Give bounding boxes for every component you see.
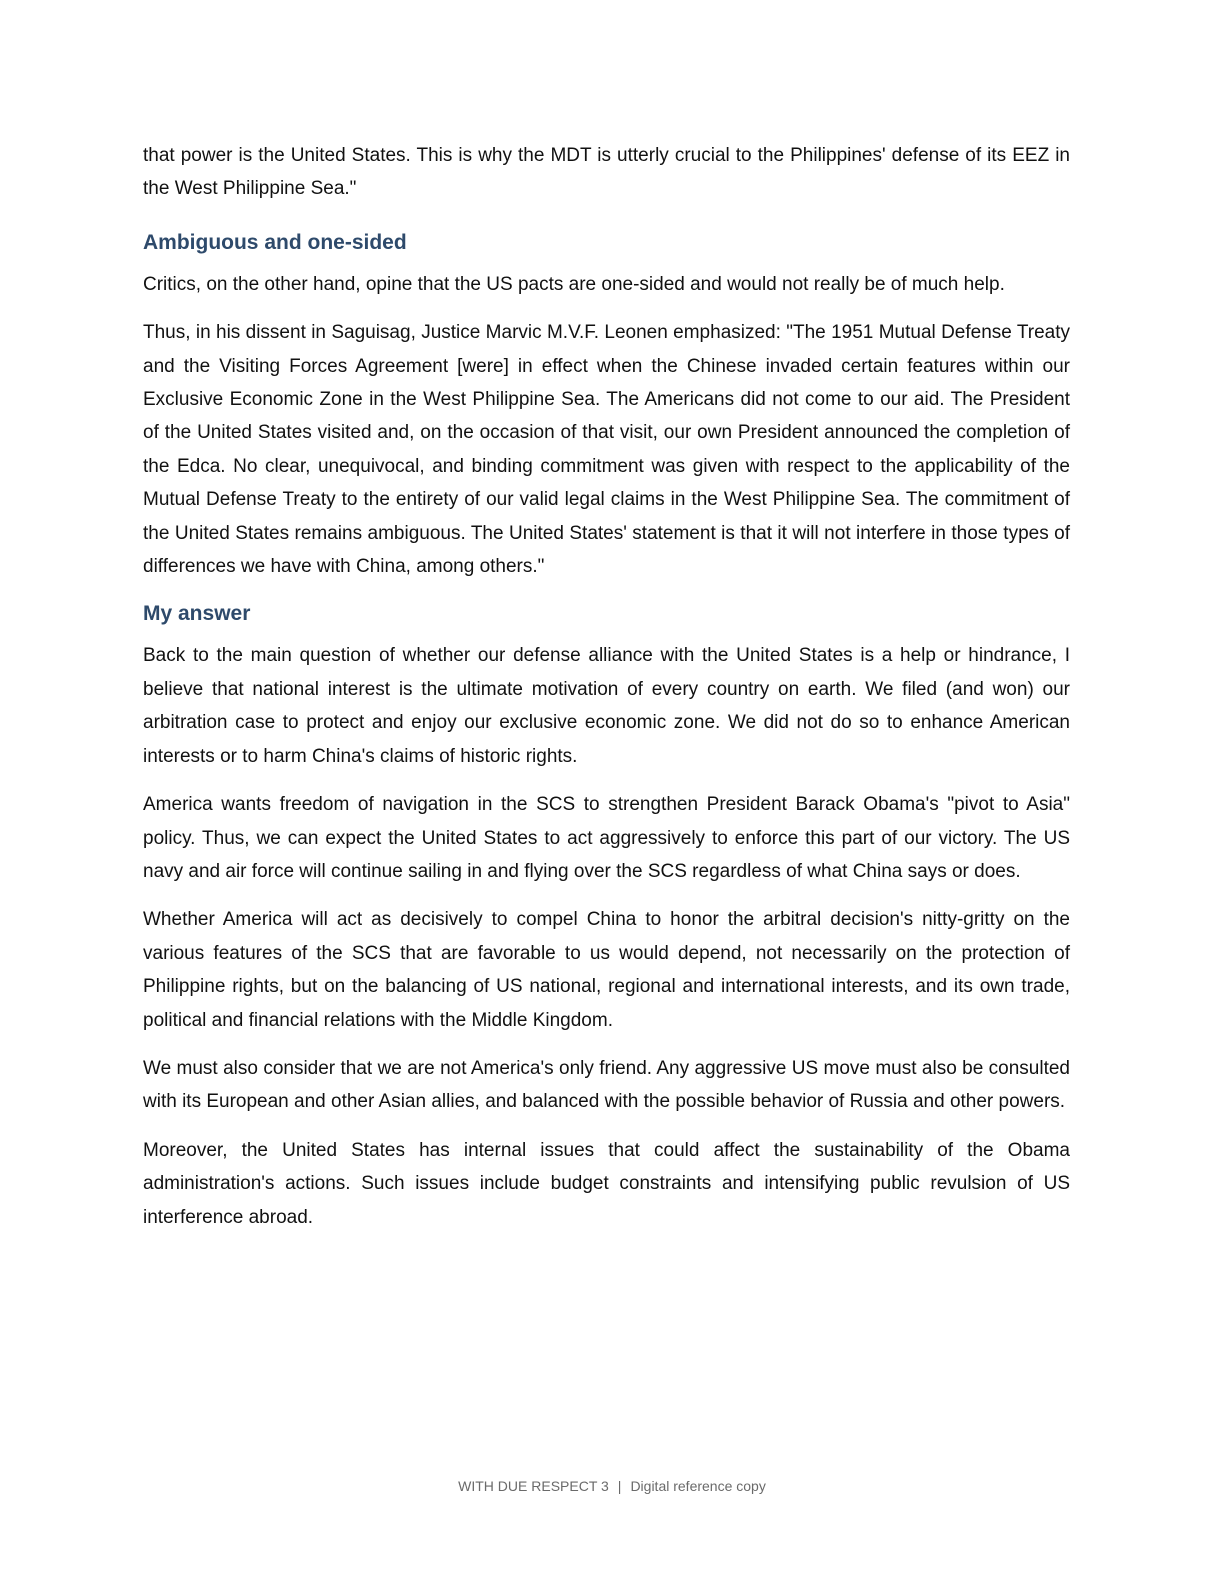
paragraph-critics: Critics, on the other hand, opine that the US pacts are one-sided and would not really be of much help. [143, 273, 1005, 295]
paragraph-arbitral-decision: Whether America will act as decisively to compel China to honor the arbitral decision's nitty-gritty on the various features of the SCS that are favorable to us would depend, not necessarily on the protection of Philippine rights, but on the balancing of US national, regional and international interests, and its own trade, political and financial relations with the Middle Kingdom. [143, 909, 1070, 1031]
footer-separator: | [617, 1478, 622, 1494]
paragraph-intro: that power is the United States. This is why the MDT is utterly crucial to the Philippines' defense of its EEZ in the West Philippine Sea." [143, 145, 1070, 200]
section-heading-my-answer: My answer [143, 602, 251, 626]
paragraph-allies: We must also consider that we are not America's only friend. Any aggressive US move must also be consulted with its European and other Asian allies, and balanced with the possible behavior of Russia and other powers. [143, 1057, 1070, 1113]
paragraph-internal-issues: Moreover, the United States has internal issues that could affect the sustainability of the Obama administration's actions. Such issues include budget constraints and intensifying public revulsion of US interference abroad. [143, 1139, 1070, 1228]
page-footer [0, 1478, 1224, 1494]
paragraph-freedom-navigation: America wants freedom of navigation in the SCS to strengthen President Barack Obama's "pivot to Asia" policy. Thus, we can expect the United States to act aggressively to enforce this part of our victory. The US navy and air force will continue sailing in and flying over the SCS regardless of what China says or does. [143, 794, 1070, 882]
document-body [143, 139, 1070, 1249]
footer-note: Digital reference copy [630, 1478, 766, 1494]
paragraph-main-question: Back to the main question of whether our defense alliance with the United States is a help or hindrance, I believe that national interest is the ultimate motivation of every country on earth. We filed (and won) our arbitration case to protect and enjoy our exclusive economic zone. We did not do so to enhance American interests or to harm China's claims of historic rights. [143, 645, 1070, 767]
section-heading-ambiguous: Ambiguous and one-sided [143, 230, 407, 254]
footer-title: WITH DUE RESPECT 3 [458, 1478, 609, 1494]
paragraph-leonen-dissent: Thus, in his dissent in Saguisag, Justice Marvic M.V.F. Leonen emphasized: "The 1951 Mutual Defense Treaty and the Visiting Forces Agreement [were] in effect when the Chinese invaded certain features within our Exclusive Economic Zone in the West Philippine Sea. The Americans did not come to our aid. The President of the United States visited and, on the occasion of that visit, our own President announced the completion of the Edca. No clear, unequivocal, and binding commitment was given with respect to the applicability of the Mutual Defense Treaty to the entirety of our valid legal claims in the West Philippine Sea. The commitment of the United States remains ambiguous. The United States' statement is that it will not interfere in those types of differences we have with China, among others." [143, 322, 1070, 578]
